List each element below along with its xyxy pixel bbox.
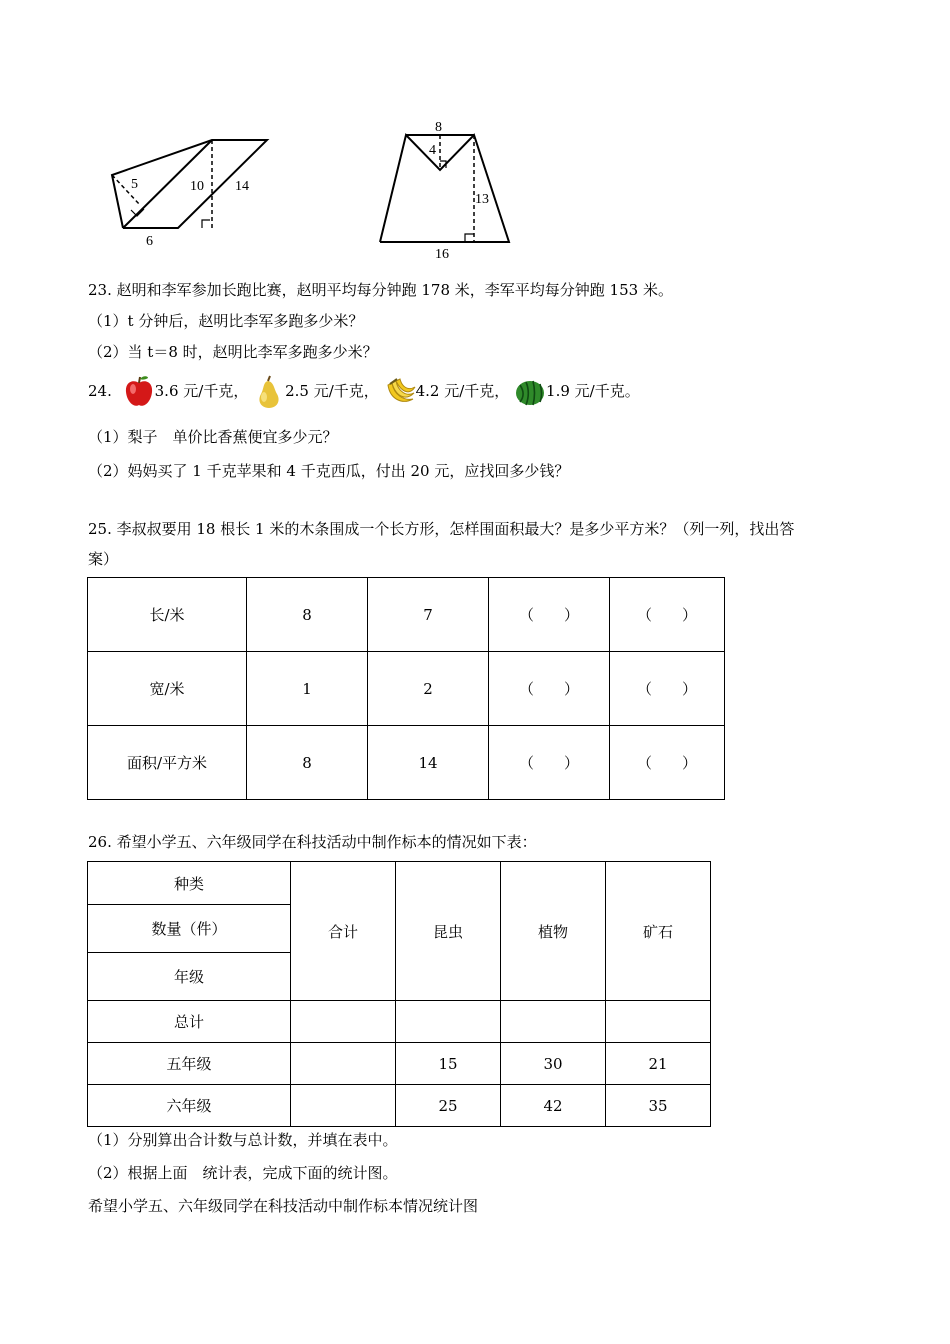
pear-icon bbox=[253, 375, 285, 409]
table-row bbox=[88, 1043, 711, 1085]
table-cell[interactable] bbox=[291, 1085, 396, 1127]
table-cell: 21 bbox=[606, 1043, 711, 1085]
table-row bbox=[88, 726, 725, 800]
table-cell[interactable]: （ ） bbox=[489, 652, 610, 726]
q23-sub2: （2）当 t＝8 时，赵明比李军多跑多少米？ bbox=[88, 343, 378, 361]
row-label: 五年级 bbox=[88, 1043, 291, 1085]
row-label: 六年级 bbox=[88, 1085, 291, 1127]
table-cell[interactable] bbox=[291, 1001, 396, 1043]
q24-sub2: （2）妈妈买了 1 千克苹果和 4 千克西瓜，付出 20 元，应找回多少钱？ bbox=[88, 462, 570, 480]
table-row bbox=[88, 578, 725, 652]
q24-price-watermelon: 1.9 元/千克。 bbox=[546, 382, 640, 400]
q24-number: 24. bbox=[88, 382, 112, 400]
fig1-label-base: 6 bbox=[146, 234, 153, 249]
q24-price-pear: 2.5 元/千克， bbox=[285, 382, 379, 400]
table-cell: 1 bbox=[247, 652, 368, 726]
q24-sub1: （1）梨子 单价比香蕉便宜多少元？ bbox=[88, 428, 338, 446]
table-cell: 8 bbox=[247, 726, 368, 800]
table-cell[interactable]: （ ） bbox=[610, 652, 725, 726]
column-header-mineral: 矿石 bbox=[606, 862, 711, 1001]
q25-stem-line1: 25. 李叔叔要用 18 根长 1 米的木条围成一个长方形，怎样围面积最大？是多少平方米？（列一列，找出答 bbox=[88, 520, 795, 538]
table-cell: 14 bbox=[368, 726, 489, 800]
column-header-total: 合计 bbox=[291, 862, 396, 1001]
table-cell: 宽/米 bbox=[88, 652, 247, 726]
table-cell: 30 bbox=[501, 1043, 606, 1085]
apple-icon bbox=[123, 375, 155, 409]
fig2-label-notch: 4 bbox=[429, 143, 436, 158]
header-grade: 年级 bbox=[88, 953, 291, 1001]
fig2-label-height: 13 bbox=[475, 192, 489, 207]
table-cell: 2 bbox=[368, 652, 489, 726]
q26-table bbox=[87, 861, 711, 1127]
q26-sub1: （1）分别算出合计数与总计数，并填在表中。 bbox=[88, 1131, 398, 1149]
table-row bbox=[88, 652, 725, 726]
banana-icon bbox=[384, 375, 416, 409]
table-cell: 7 bbox=[368, 578, 489, 652]
table-cell: 面积/平方米 bbox=[88, 726, 247, 800]
table-cell: 长/米 bbox=[88, 578, 247, 652]
q25-stem-line2: 案） bbox=[88, 550, 119, 568]
table-cell[interactable] bbox=[396, 1001, 501, 1043]
q26-stem: 26. 希望小学五、六年级同学在科技活动中制作标本的情况如下表： bbox=[88, 833, 537, 851]
table-cell: 8 bbox=[247, 578, 368, 652]
q26-sub2: （2）根据上面 统计表，完成下面的统计图。 bbox=[88, 1164, 398, 1182]
q26-chart-title: 希望小学五、六年级同学在科技活动中制作标本情况统计图 bbox=[88, 1197, 479, 1215]
table-row bbox=[88, 862, 711, 905]
fig2-label-base: 16 bbox=[435, 247, 449, 262]
q24-price-apple: 3.6 元/千克， bbox=[154, 382, 249, 400]
table-cell[interactable]: （ ） bbox=[610, 578, 725, 652]
q23-sub1: （1）t 分钟后，赵明比李军多跑多少米？ bbox=[88, 312, 364, 330]
figure-trapezoid-notch bbox=[370, 115, 520, 265]
header-category: 种类 bbox=[88, 862, 291, 905]
table-cell: 35 bbox=[606, 1085, 711, 1127]
table-row bbox=[88, 1001, 711, 1043]
watermelon-icon bbox=[514, 375, 546, 409]
table-cell[interactable]: （ ） bbox=[610, 726, 725, 800]
q25-table bbox=[87, 577, 725, 800]
fig1-label-side: 14 bbox=[235, 179, 249, 194]
fig1-label-height-mid: 10 bbox=[190, 179, 204, 194]
figure-parallelogram-triangle bbox=[100, 128, 280, 250]
table-cell[interactable] bbox=[291, 1043, 396, 1085]
table-cell: 42 bbox=[501, 1085, 606, 1127]
table-row bbox=[88, 1085, 711, 1127]
table-cell[interactable]: （ ） bbox=[489, 578, 610, 652]
table-cell[interactable] bbox=[501, 1001, 606, 1043]
q24-price-line bbox=[88, 374, 640, 409]
table-cell: 25 bbox=[396, 1085, 501, 1127]
table-cell[interactable]: （ ） bbox=[489, 726, 610, 800]
table-cell: 15 bbox=[396, 1043, 501, 1085]
row-label: 总计 bbox=[88, 1001, 291, 1043]
column-header-plant: 植物 bbox=[501, 862, 606, 1001]
column-header-insect: 昆虫 bbox=[396, 862, 501, 1001]
table-cell[interactable] bbox=[606, 1001, 711, 1043]
fig1-label-height-left: 5 bbox=[131, 177, 138, 192]
header-quantity: 数量（件） bbox=[88, 905, 291, 953]
fig2-label-top: 8 bbox=[435, 120, 442, 135]
q23-stem: 23. 赵明和李军参加长跑比赛，赵明平均每分钟跑 178 米，李军平均每分钟跑 153 米。 bbox=[88, 281, 673, 299]
q24-price-banana: 4.2 元/千克， bbox=[415, 382, 510, 400]
